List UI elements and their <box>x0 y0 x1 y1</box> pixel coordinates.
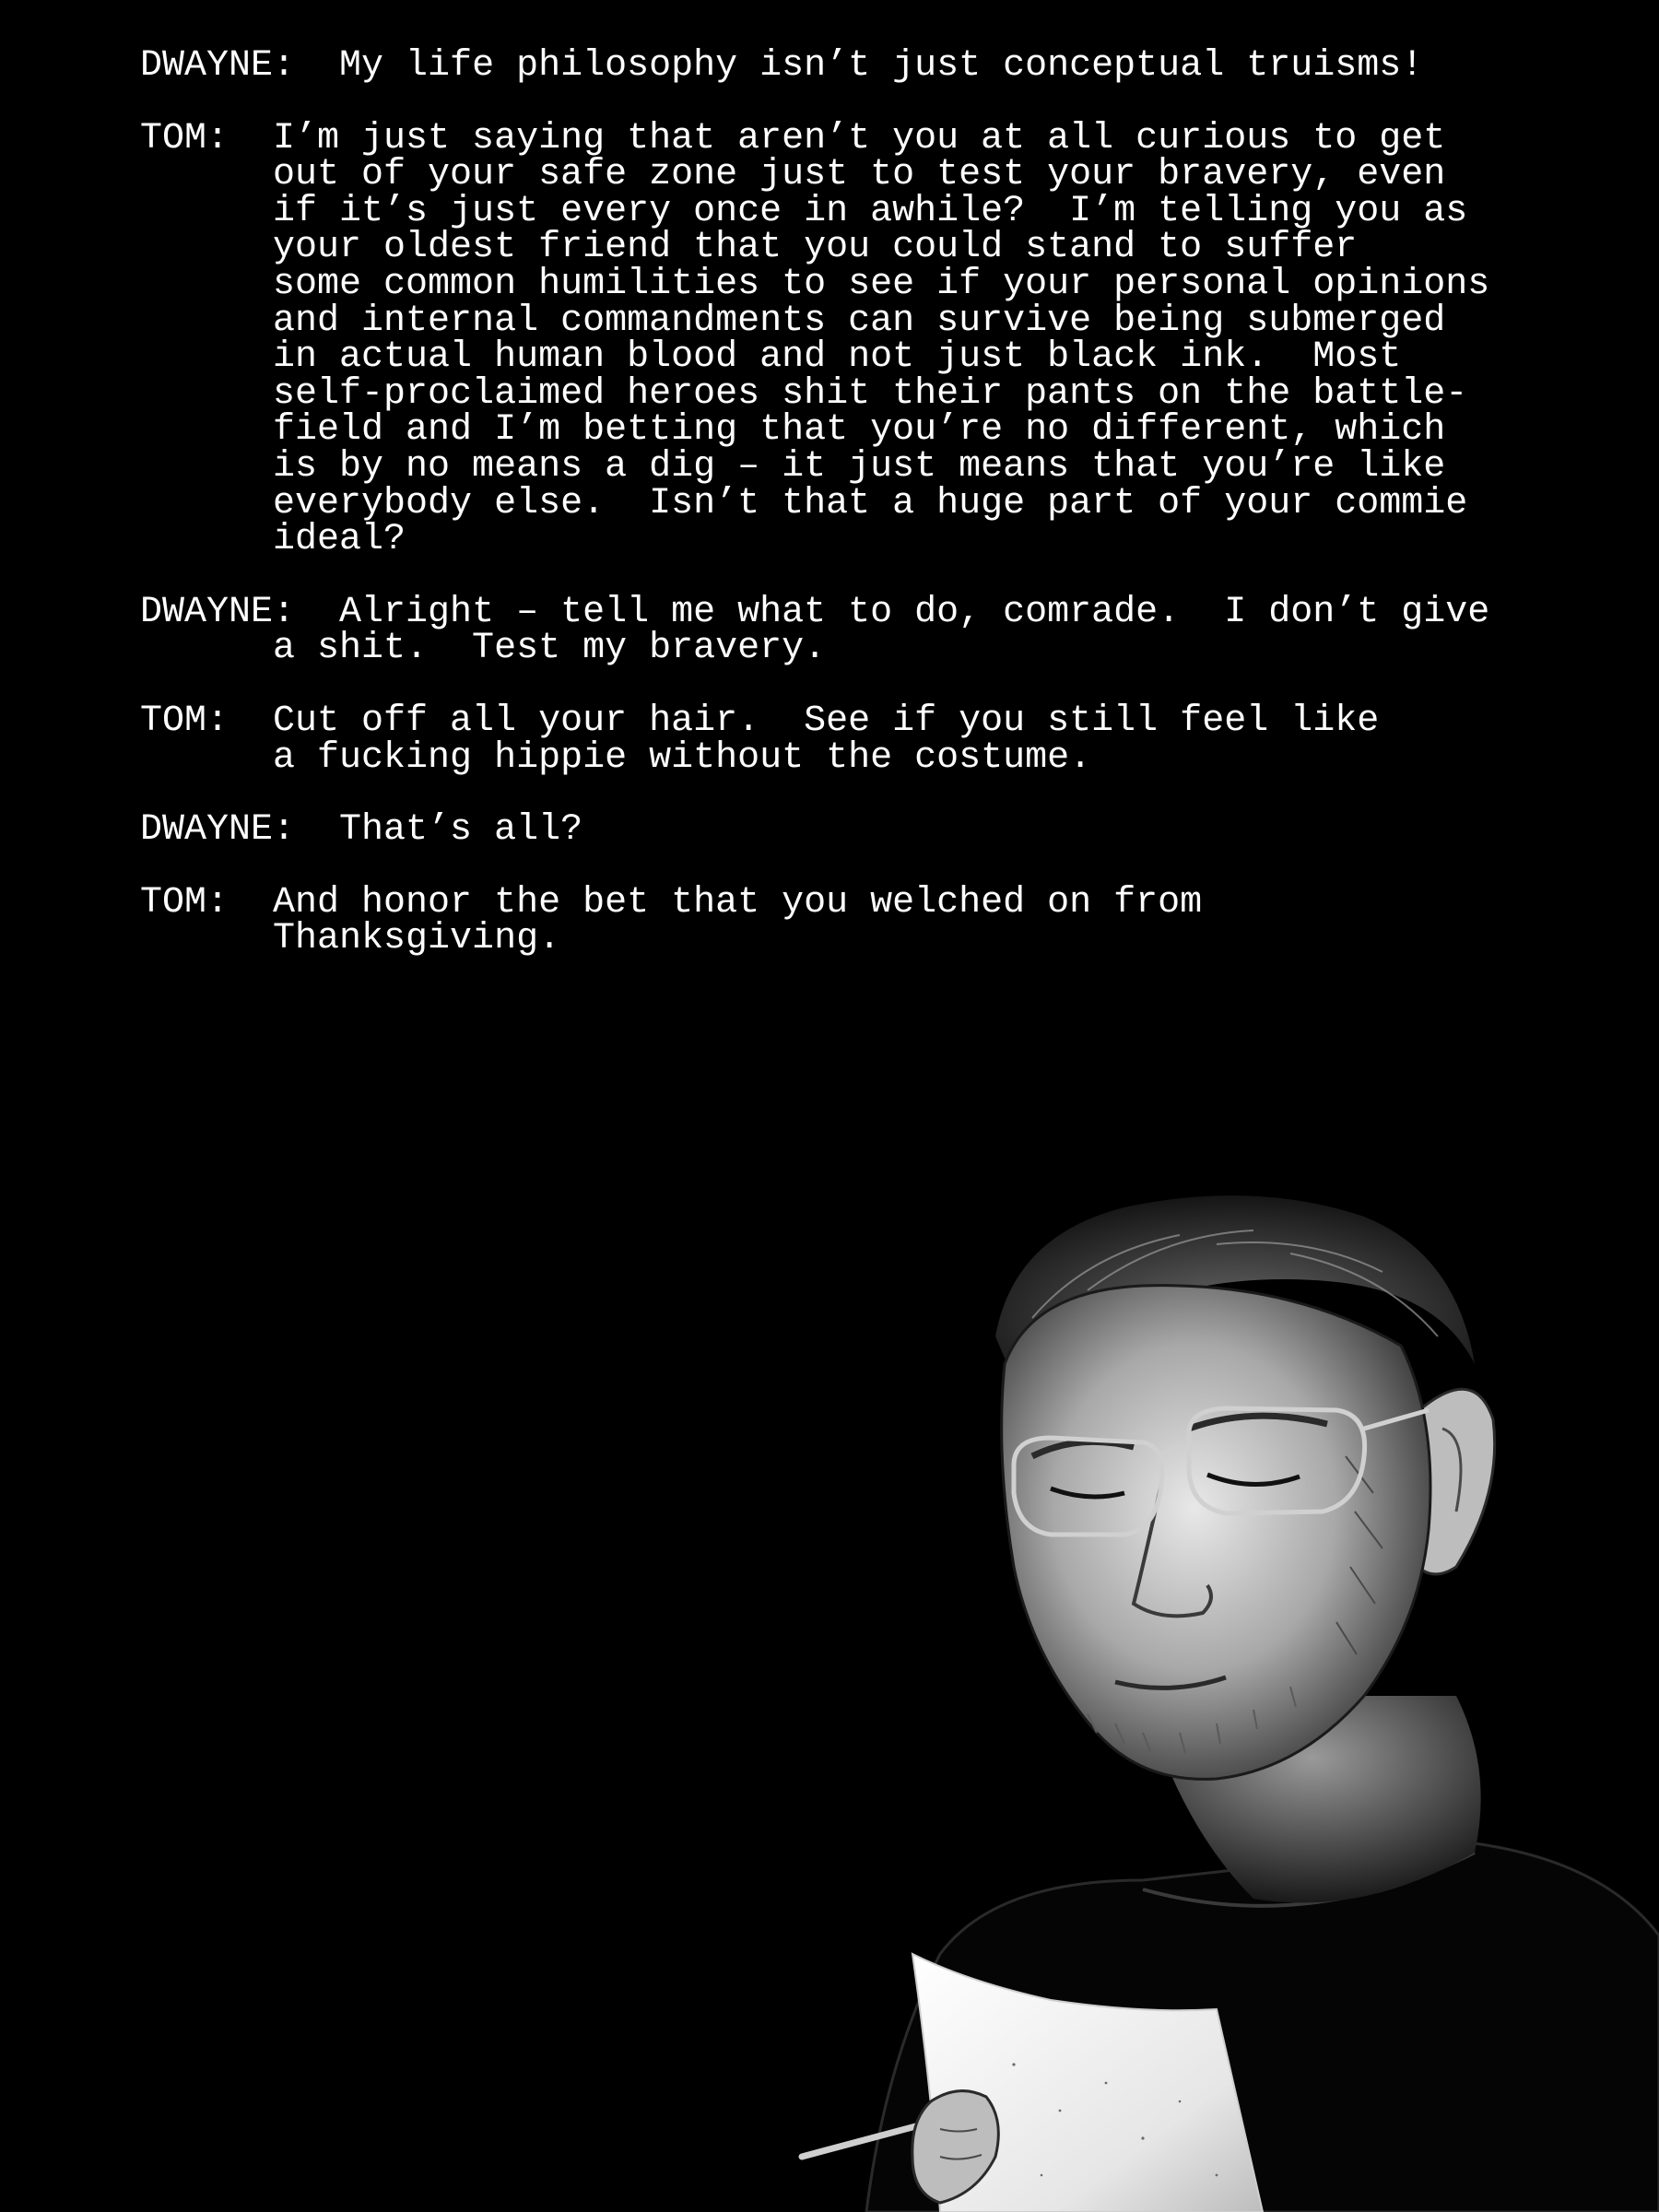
dialogue-line: is by no means a dig – it just means that you’re like <box>140 445 1446 488</box>
dialogue-turn <box>140 700 1578 779</box>
speaker-name: TOM: <box>140 117 229 159</box>
dialogue-line: self-proclaimed heroes shit their pants on the battle- <box>140 372 1468 415</box>
dialogue-line: if it’s just every once in awhile? I’m telling you as <box>140 190 1468 232</box>
dialogue-line: out of your safe zone just to test your bravery, even <box>140 154 1446 196</box>
dialogue-line: in actual human blood and not just black ink. Most <box>140 336 1402 379</box>
dialogue-line: My life philosophy isn’t just conceptual truisms! <box>295 45 1424 87</box>
dialogue-line: field and I’m betting that you’re no different, which <box>140 409 1446 452</box>
speaker-name: DWAYNE: <box>140 809 296 852</box>
dialogue-turn <box>140 117 1578 561</box>
dialogue-line: and internal commandments can survive being submerged <box>140 300 1446 342</box>
dialogue-line: That’s all? <box>295 809 583 852</box>
dialogue-turn <box>140 45 1578 87</box>
dialogue-turn <box>140 809 1578 852</box>
dialogue-line: Alright – tell me what to do, comrade. I don’t give <box>295 591 1490 633</box>
man-reading-illustration <box>664 1180 1659 2212</box>
dialogue-line: a shit. Test my bravery. <box>140 628 827 670</box>
script-dialogue <box>140 45 1578 994</box>
dialogue-line: And honor the bet that you welched on from <box>229 881 1203 924</box>
speaker-name: DWAYNE: <box>140 591 296 633</box>
speaker-name: TOM: <box>140 881 229 924</box>
dialogue-line: everybody else. Isn’t that a huge part of your commie <box>140 482 1468 524</box>
dialogue-line: Thanksgiving. <box>140 918 561 960</box>
dialogue-line: your oldest friend that you could stand to suffer <box>140 227 1358 269</box>
dialogue-line: Cut off all your hair. See if you still feel like <box>229 700 1380 742</box>
dialogue-line: a fucking hippie without the costume. <box>140 736 1092 779</box>
dialogue-line: I’m just saying that aren’t you at all curious to get <box>229 117 1446 159</box>
dialogue-line: ideal? <box>140 519 406 561</box>
dialogue-line: some common humilities to see if your personal opinions <box>140 263 1490 305</box>
dialogue-turn <box>140 591 1578 670</box>
speaker-name: TOM: <box>140 700 229 742</box>
speaker-name: DWAYNE: <box>140 45 296 87</box>
dialogue-turn <box>140 881 1578 960</box>
